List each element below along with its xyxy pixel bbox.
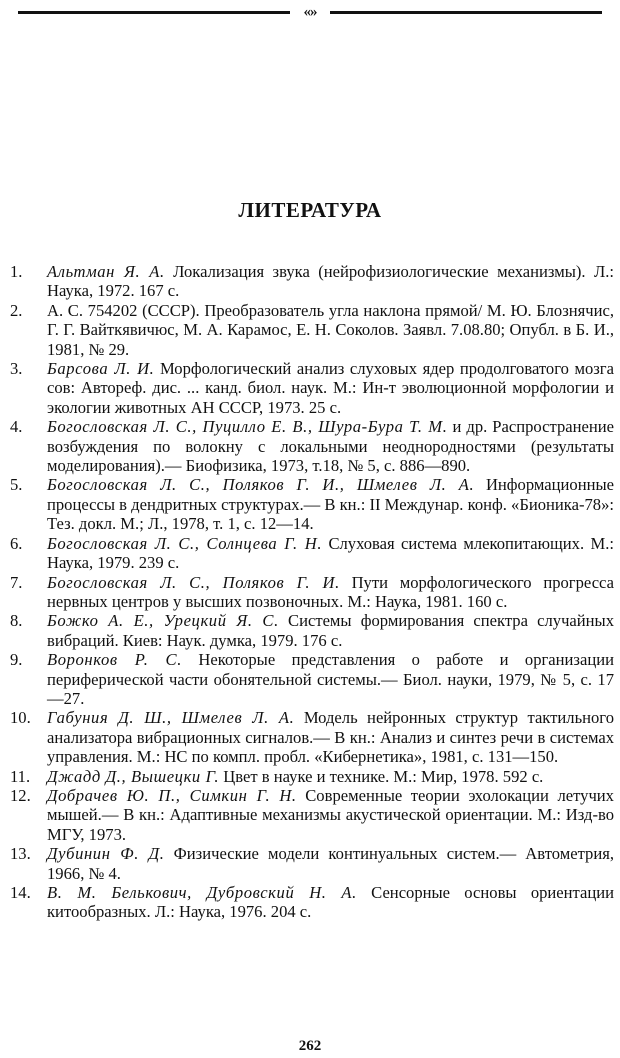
reference-authors: Богословская Л. С., Поляков Г. И. xyxy=(47,572,340,592)
reference-authors: Джадд Д., Вышецки Г. xyxy=(47,766,220,786)
reference-text: А. С. 754202 (СССР). Преобразователь угла наклона прямой/ М. Ю. Блознячис, Г. Г. Вайткявичюс, М. А. Карамос, Е. Н. Соколов. Заявл. 7.08.80; Опубл. в Б. И., 1981, № 29. xyxy=(47,300,614,359)
reference-text: Физические модели континуальных систем.— Автометрия, 1966, № 4. xyxy=(47,844,614,883)
reference-item xyxy=(10,611,614,650)
reference-text: Пути морфологического прогресса нервных центров у высших позвоночных. М.: Наука, 1981. 160 с. xyxy=(47,572,614,611)
reference-text: Современные теории эхолокации летучих мышей.— В кн.: Адаптивные механизмы акустической ориентации. М.: Изд-во МГУ, 1973. xyxy=(47,785,614,844)
reference-text: Локализация звука (нейрофизиологические механизмы). Л.: Наука, 1972. 167 с. xyxy=(47,262,614,301)
reference-number: 5. xyxy=(10,475,23,495)
reference-authors: Добрачев Ю. П., Симкин Г. Н. xyxy=(47,785,297,805)
rule-line-right xyxy=(330,11,602,14)
reference-text: Информационные процессы в дендритных структурах.— В кн.: II Междунар. конф. «Бионика-78»: Тез. докл. М.; Л., 1978, т. 1, с. 12—14. xyxy=(47,475,615,534)
reference-authors: Воронков Р. С. xyxy=(47,650,182,670)
reference-number: 4. xyxy=(10,417,23,437)
reference-authors: Дубинин Ф. Д. xyxy=(47,844,165,864)
reference-item xyxy=(10,767,614,786)
top-ornament-rule xyxy=(18,6,602,20)
reference-text: Слуховая система млекопитающих. М.: Наука, 1979. 239 с. xyxy=(47,533,614,573)
reference-number: 6. xyxy=(10,533,23,553)
reference-item xyxy=(10,708,614,766)
ornament-glyph: «» xyxy=(303,4,317,20)
reference-item xyxy=(10,786,614,844)
reference-number: 8. xyxy=(10,611,23,631)
reference-text: Цвет в науке и технике. М.: Мир, 1978. 592 с. xyxy=(219,766,544,786)
reference-number: 3. xyxy=(10,359,23,379)
reference-text: Сенсорные основы ориентации китообразных. Л.: Наука, 1976. 204 с. xyxy=(47,883,614,922)
reference-number: 9. xyxy=(10,650,23,670)
reference-text: Некоторые представления о работе и организации периферической части обонятельной системы.— Биол. науки, 1979, № 5, с. 17—27. xyxy=(47,650,614,708)
reference-text: и др. Распространение возбуждения по волокну с локальными неоднородностями (результаты моделирования).— Биофизика, 1973, т.18, № 5, с. 886—890. xyxy=(47,417,614,476)
reference-item xyxy=(10,534,614,573)
reference-authors: Божко А. Е., Урецкий Я. С. xyxy=(47,611,279,631)
reference-authors: Альтман Я. А. xyxy=(47,262,165,281)
reference-number: 13. xyxy=(10,844,31,864)
reference-authors: Барсова Л. И. xyxy=(47,359,155,379)
reference-item xyxy=(10,844,614,883)
reference-number: 12. xyxy=(10,785,31,805)
reference-item xyxy=(10,417,614,475)
reference-number: 1. xyxy=(10,262,23,281)
reference-number: 2. xyxy=(10,300,23,320)
page-number: 262 xyxy=(298,1038,322,1054)
reference-authors: Габуния Д. Ш., Шмелев Л. А. xyxy=(47,708,295,728)
reference-number: 10. xyxy=(10,708,31,728)
reference-authors: В. М. Белькович, Дубровский Н. А. xyxy=(47,883,357,902)
reference-list xyxy=(10,262,614,922)
reference-item xyxy=(10,650,614,708)
reference-item xyxy=(10,301,614,359)
reference-authors: Богословская Л. С., Солнцева Г. Н. xyxy=(47,533,323,553)
reference-text: Модель нейронных структур тактильного анализатора вибрационных сигналов.— В кн.: Анализ и синтез речи в системах управления. М.: НС по компл. пробл. «Кибернетика», 1981, с. 131—150. xyxy=(47,708,614,767)
reference-item xyxy=(10,359,614,417)
reference-authors: Богословская Л. С., Поляков Г. И., Шмелев Л. А. xyxy=(47,475,475,495)
reference-number: 7. xyxy=(10,572,23,592)
rule-line-left xyxy=(18,11,290,14)
reference-text: Морфологический анализ слуховых ядер продолговатого мозга сов: Автореф. дис. ... канд. биол. наук. М.: Ин-т эволюционной морфологии и экологии животных АН СССР, 1973. 25 с. xyxy=(47,359,614,417)
reference-item xyxy=(10,883,614,922)
section-heading: ЛИТЕРАТУРА xyxy=(238,198,382,222)
reference-number: 14. xyxy=(10,883,31,902)
reference-text: Системы формирования спектра случайных вибраций. Киев: Наук. думка, 1979. 176 с. xyxy=(47,611,614,650)
reference-item xyxy=(10,475,614,533)
reference-item xyxy=(10,573,614,612)
reference-number: 11. xyxy=(10,766,31,786)
reference-authors: Богословская Л. С., Пуцилло Е. В., Шура-Бура Т. М. xyxy=(47,417,448,437)
reference-item xyxy=(10,262,614,301)
